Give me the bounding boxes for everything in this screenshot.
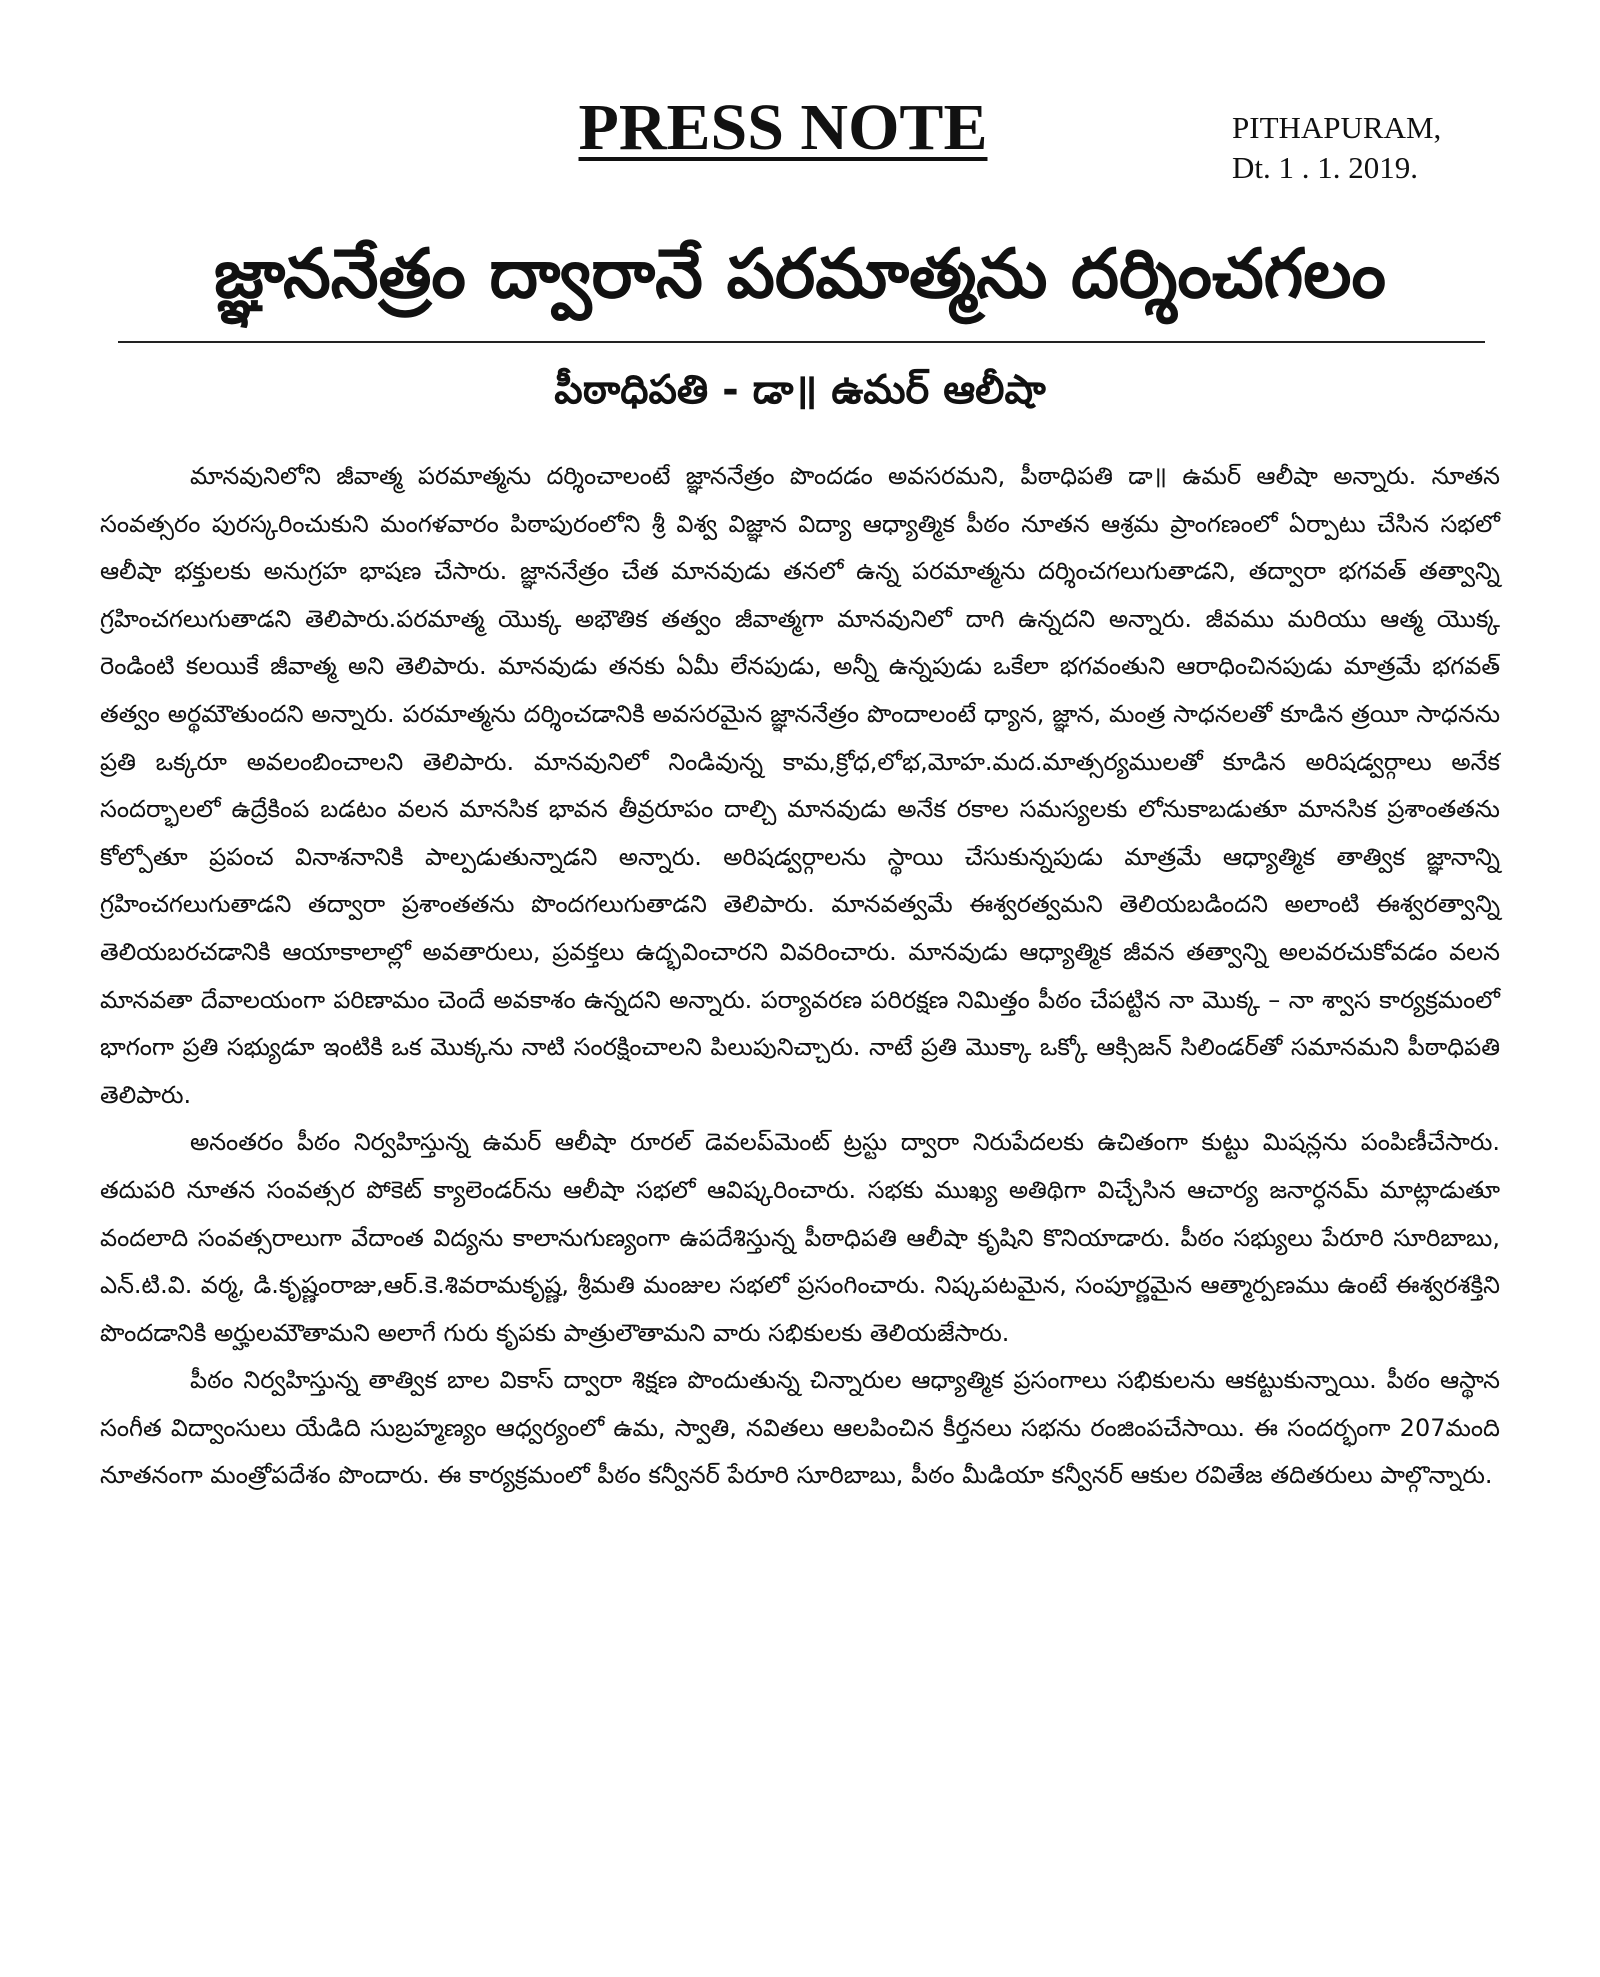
article-paragraph: మానవునిలోని జీవాత్మ పరమాత్మను దర్శించాలంటే జ్ఞాననేత్రం పొందడం అవసరమని, పీఠాధిపతి డా॥ ఉమర్ ఆలీషా అన్నారు. నూతన సంవత్సరం పురస్కరించుకుని మంగళవారం పిఠాపురంలోని శ్రీ విశ్వ విజ్ఞాన విద్యా ఆధ్యాత్మిక పీఠం నూతన ఆశ్రమ ప్రాంగణంలో ఏర్పాటు చేసిన సభలో ఆలీషా భక్తులకు అనుగ్రహ భాషణ చేసారు. జ్ఞాననేత్రం చేత మానవుడు తనలో ఉన్న పరమాత్మను దర్శించగలుగుతాడని, తద్వారా భగవత్ తత్వాన్ని గ్రహించగలుగుతాడని తెలిపారు.పరమాత్మ యొక్క అభౌతిక తత్వం జీవాత్మగా మానవునిలో దాగి ఉన్నదని అన్నారు. జీవము మరియు ఆత్మ యొక్క రెండింటి కలయికే జీవాత్మ అని తెలిపారు. మానవుడు తనకు ఏమీ లేనపుడు, అన్నీ ఉన్నపుడు ఒకేలా భగవంతుని ఆరాధించినపుడు మాత్రమే భగవత్ తత్వం అర్థమౌతుందని అన్నారు. పరమాత్మను దర్శించడానికి అవసరమైన జ్ఞాననేత్రం పొందాలంటే ధ్యాన, జ్ఞాన, మంత్ర సాధనలతో కూడిన త్రయీ సాధనను ప్రతి ఒక్కరూ అవలంబించాలని తెలిపారు. మానవునిలో నిండివున్న కామ,క్రోధ,లోభ,మోహ.మద.మాత్సర్యములతో కూడిన అరిషడ్వర్గాలు అనేక సందర్భాలలో ఉద్రేకింప బడటం వలన మానసిక భావన తీవ్రరూపం దాల్చి మానవుడు అనేక రకాల సమస్యలకు లోనుకాబడుతూ మానసిక ప్రశాంతతను కోల్పోతూ ప్రపంచ వినాశనానికి పాల్పడుతున్నాడని అన్నారు. అరిషడ్వర్గాలను స్థాయి చేసుకున్నపుడు మాత్రమే ఆధ్యాత్మిక తాత్విక జ్ఞానాన్ని గ్రహించగలుగుతాడని తద్వారా ప్రశాంతతను పొందగలుగుతాడని తెలిపారు. మానవత్వమే ఈశ్వరత్వమని తెలియబడిందని అలాంటి ఈశ్వరత్వాన్ని తెలియబరచడానికి ఆయాకాలాల్లో అవతారులు, ప్రవక్తలు ఉద్భవించారని వివరించారు. మానవుడు ఆధ్యాత్మిక జీవన తత్వాన్ని అలవరచుకోవడం వలన మానవతా దేవాలయంగా పరిణామం చెందే అవకాశం ఉన్నదని అన్నారు. పర్యావరణ పరిరక్షణ నిమిత్తం పీఠం చేపట్టిన నా మొక్క – నా శ్వాస కార్యక్రమంలో భాగంగా ప్రతి సభ్యుడూ ఇంటికి ఒక మొక్కను నాటి సంరక్షించాలని పిలుపునిచ్చారు. నాటే ప్రతి మొక్కా ఒక్కో ఆక్సిజన్ సిలిండర్‌తో సమానమని పీఠాధిపతి తెలిపారు. [100,462,1500,1109]
place-date-block [1232,108,1441,188]
headline-divider [118,341,1485,343]
byline: పీఠాధిపతి - డా॥ ఉమర్ ఆలీషా [554,367,1046,413]
article-paragraph: పీఠం నిర్వహిస్తున్న తాత్విక బాల వికాస్ ద్వారా శిక్షణ పొందుతున్న చిన్నారుల ఆధ్యాత్మిక ప్రసంగాలు సభికులను ఆకట్టుకున్నాయి. పీఠం ఆస్థాన సంగీత విద్వాంసులు యేడిది సుబ్రహ్మణ్యం ఆధ్వర్యంలో ఉమ, స్వాతి, నవితలు ఆలపించిన కీర్తనలు సభను రంజింపచేసాయి. ఈ సందర్భంగా 207మంది నూతనంగా మంత్రోపదేశం పొందారు. ఈ కార్యక్రమంలో పీఠం కన్వీనర్ పేరూరి సూరిబాబు, పీఠం మీడియా కన్వీనర్ ఆకుల రవితేజ తదితరులు పాల్గొన్నారు. [100,1366,1500,1490]
article-paragraph: అనంతరం పీఠం నిర్వహిస్తున్న ఉమర్ ఆలీషా రూరల్ డెవలప్‌మెంట్ ట్రస్టు ద్వారా నిరుపేదలకు ఉచితంగా కుట్టు మిషన్లను పంపిణీచేసారు. తదుపరి నూతన సంవత్సర పోకెట్ క్యాలెండర్‌ను ఆలీషా సభలో ఆవిష్కరించారు. సభకు ముఖ్య అతిథిగా విచ్చేసిన ఆచార్య జనార్ధనమ్ మాట్లాడుతూ వందలాది సంవత్సరాలుగా వేదాంత విద్యను కాలానుగుణ్యంగా ఉపదేశిస్తున్న పీఠాధిపతి ఆలీషా కృషిని కొనియాడారు. పీఠం సభ్యులు పేరూరి సూరిబాబు, ఎన్.టి.వి. వర్మ, డి.కృష్ణంరాజు,ఆర్.కె.శివరామకృష్ణ, శ్రీమతి మంజుల సభలో ప్రసంగించారు. నిష్కపటమైన, సంపూర్ణమైన ఆత్మార్పణము ఉంటే ఈశ్వరశక్తిని పొందడానికి అర్హులమౌతామని అలాగే గురు కృపకు పాత్రులౌతామని వారు సభికులకు తెలియజేసారు. [100,1128,1500,1347]
note-date: Dt. 1 . 1. 2019. [1232,150,1418,185]
headline: జ్ఞాననేత్రం ద్వారానే పరమాత్మను దర్శించగలం [213,235,1386,314]
article-body [100,453,1500,1500]
place-name: PITHAPURAM, [1232,110,1442,145]
press-note-title: PRESS NOTE [578,91,988,164]
